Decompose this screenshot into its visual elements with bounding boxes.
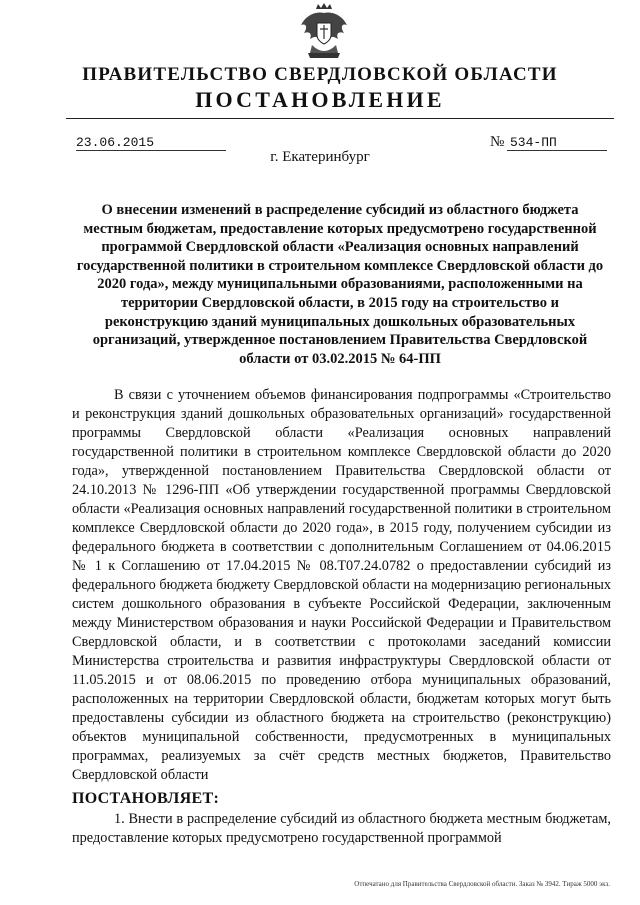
city-name: г. Екатеринбург (270, 149, 370, 165)
document-title: О внесении изменений в распределение субсидий из областного бюджета местным бюджетам, предоставление которых предусмотрено государственной программой Свердловской области «Реализация основных направлений государственной политики в строительном комплексе Свердловской области до 2020 года», между муниципальными образованиями, расположенными на территории Свердловской области, в 2015 году на строительство и реконструкцию зданий муниципальных дошкольных образовательных организаций, утвержденное постановлением Правительства Свердловской области от 03.02.2015 № 64-ПП (76, 202, 604, 367)
number-label: № (490, 134, 505, 150)
clause-1-paragraph: 1. Внести в распределение субсидий из областного бюджета местным бюджетам, предоставление которых предусмотрено государственной программой (72, 811, 611, 846)
document-type: ПОСТАНОВЛЕНИЕ (195, 87, 445, 112)
organization-name: ПРАВИТЕЛЬСТВО СВЕРДЛОВСКОЙ ОБЛАСТИ (82, 64, 558, 85)
document-date: 23.06.2015 (76, 135, 155, 150)
print-footer: Отпечатано для Правительства Свердловской области. Заказ № 3942. Тираж 5000 экз. (354, 880, 610, 888)
header-divider (66, 118, 614, 119)
decree-word: ПОСТАНОВЛЯЕТ: (72, 790, 220, 807)
preamble-paragraph: В связи с уточнением объемов финансирования подпрограммы «Строительство и реконструкция зданий дошкольных образовательных организаций» государственной программы Свердловской области «Реализация основных направлений государственной политики в строительном комплексе Свердловской области до 2020 года», утвержденной постановлением Правительства Свердловской области от 24.10.2013 № 1296-ПП «Об утверждении государственной программы Свердловской области «Реализация основных направлений государственной политики в строительном комплексе Свердловской области до 2020 года», в 2015 году, получением субсидии из федерального бюджета в соответствии с дополнительным Соглашением от 04.06.2015 № 1 к Соглашению от 17.04.2015 № 08.Т07.24.0782 о предоставлении субсидий из федерального бюджета бюджету Свердловской области на модернизацию региональных систем дошкольного образования в субъекте Российской Федерации, заключенным между Министерством образования и науки Российской Федерации и Правительством Свердловской области, и в соответствии с протоколами заседаний комиссии Министерства строительства и развития инфраструктуры Свердловской области от 11.05.2015 и от 08.06.2015 по проведению отбора муниципальных образований, расположенных на территории Свердловской области, бюджетам которых могут быть предоставлены субсидии из областного бюджета на строительство (реконструкцию) объектов муниципальной собственности, предусмотренных в муниципальных программах, реализуемых за счёт средств местных бюджетов, Правительство Свердловской области (72, 387, 611, 783)
coat-of-arms-emblem (298, 3, 350, 59)
document-number: 534-ПП (510, 135, 557, 150)
